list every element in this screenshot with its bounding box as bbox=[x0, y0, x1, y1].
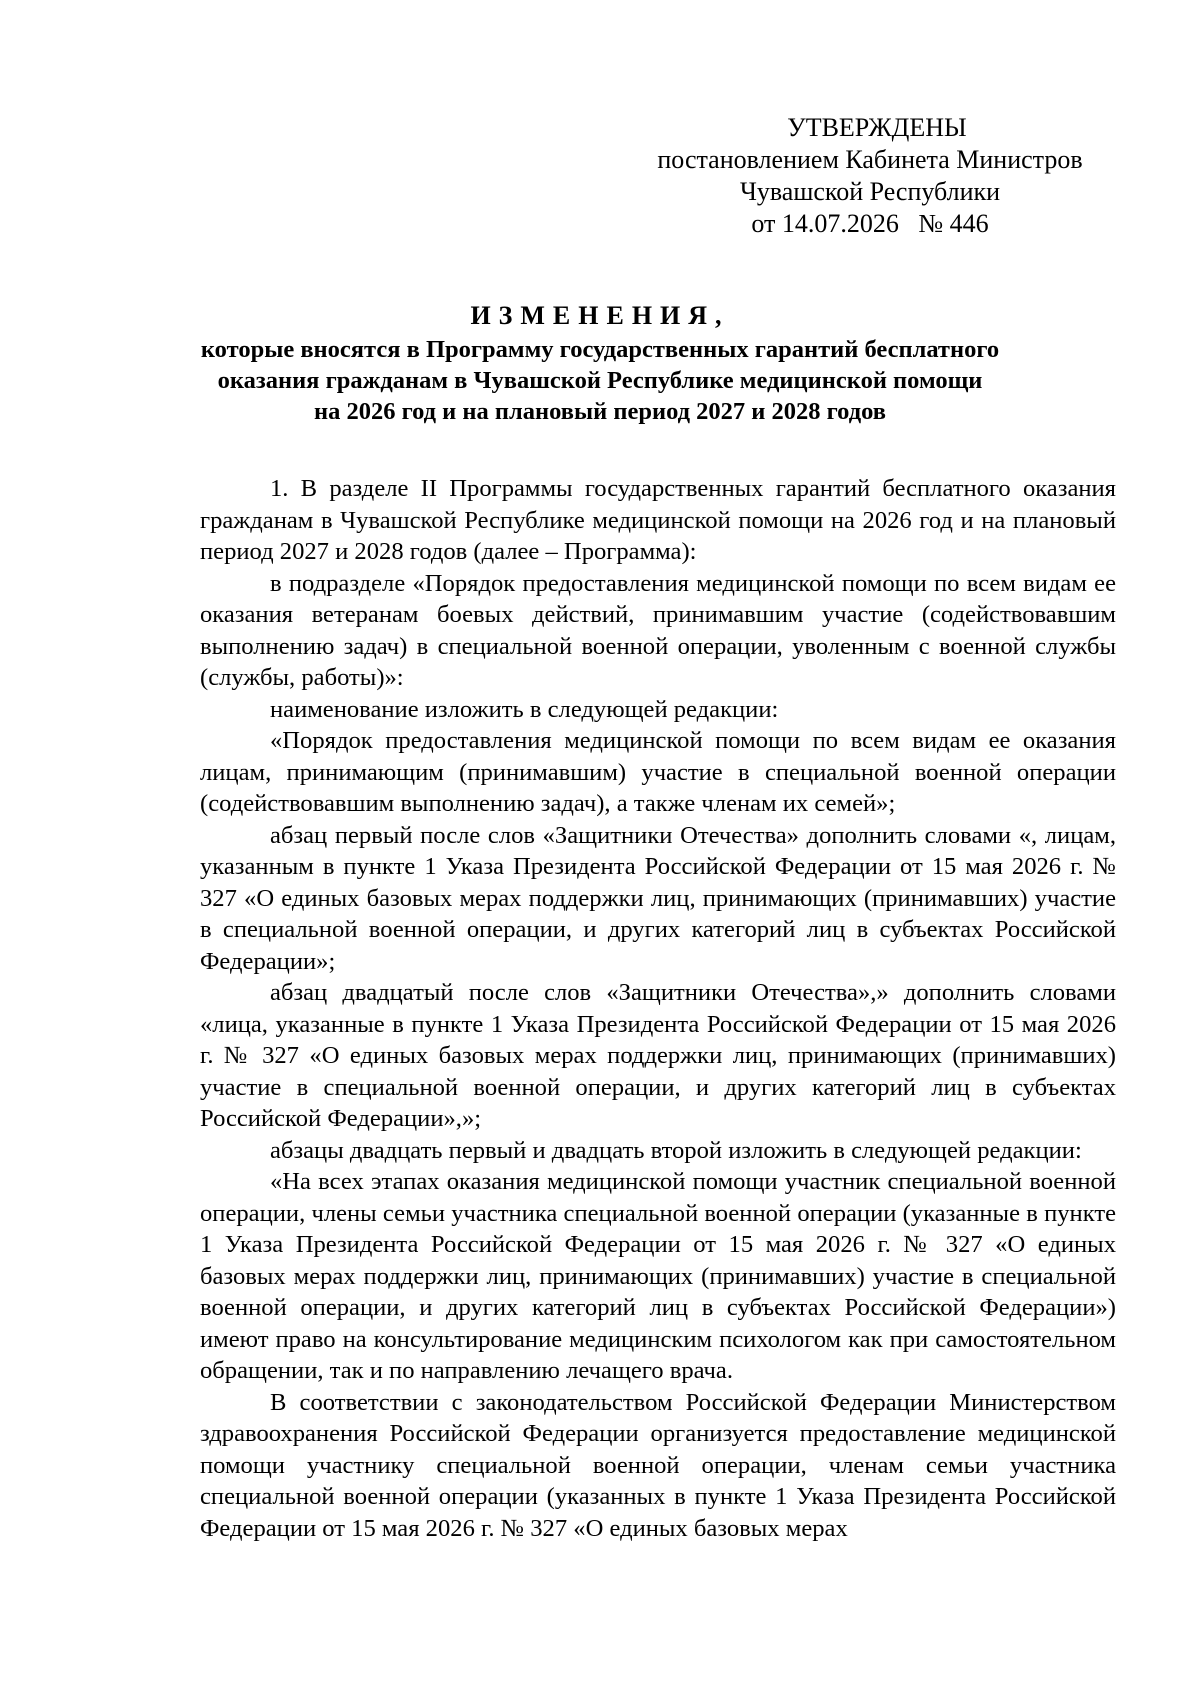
paragraph-9: В соответствии с законодательством Российской Федерации Министерством здравоохранения Российской Федерации организуется предоставление медицинской помощи участнику специальной военной операции, членам семьи участника специальной военной операции (указанных в пункте 1 Указа Президента Российской Федерации от 15 мая 2026 г. № 327 «О единых базовых мерах bbox=[200, 1388, 1116, 1542]
paragraph-7: абзацы двадцать первый и двадцать второй изложить в следующей редакции: bbox=[270, 1136, 1082, 1164]
document-body bbox=[200, 473, 1116, 1544]
paragraph-4: «Порядок предоставления медицинской помощи по всем видам ее оказания лицам, принимающим (принимавшим) участие в специальной военной операции (содействовавшим выполнению задач), а также членам их семей»; bbox=[200, 727, 1116, 817]
paragraph-5: абзац первый после слов «Защитники Отечества» дополнить словами «, лицам, указанным в пункте 1 Указа Президента Российской Федерации от 15 мая 2026 г. № 327 «О единых базовых мерах поддержки лиц, принимающих (принимавших) участие в специальной военной операции, и других категорий лиц в субъектах Российской Федерации»; bbox=[200, 821, 1116, 975]
document-subtitle-line-1: которые вносятся в Программу государственных гарантий бесплатного bbox=[200, 336, 1000, 363]
document-subtitle-line-3: на 2026 год и на плановый период 2027 и 2028 годов bbox=[313, 398, 886, 425]
approval-stamp bbox=[620, 112, 1120, 240]
approval-date-number: от 14.07.2026 № 446 bbox=[751, 209, 989, 238]
paragraph-2: в подразделе «Порядок предоставления медицинской помощи по всем видам ее оказания ветеранам боевых действий, принимавшим участие (содействовавшим выполнению задач) в специальной военной операции, уволенным с военной службы (службы, работы)»: bbox=[200, 569, 1116, 691]
document-subtitle-line-2: оказания гражданам в Чувашской Республике медицинской помощи bbox=[217, 367, 983, 394]
approval-heading: УТВЕРЖДЕНЫ bbox=[787, 113, 967, 142]
paragraph-3: наименование изложить в следующей редакции: bbox=[270, 695, 779, 723]
paragraph-8: «На всех этапах оказания медицинской помощи участник специальной военной операции, члены семьи участника специальной военной операции (указанные в пункте 1 Указа Президента Российской Федерации от 15 мая 2026 г. № 327 «О единых базовых мерах поддержки лиц, принимающих (принимавших) участие в специальной военной операции, и других категорий лиц в субъектах Российской Федерации») имеют право на консультирование медицинским психологом как при самостоятельном обращении, так и по направлению лечащего врача. bbox=[200, 1168, 1116, 1384]
approval-line-2: Чувашской Республики bbox=[739, 177, 1001, 206]
document-title: ИЗМЕНЕНИЯ, bbox=[470, 301, 730, 330]
document-title-block bbox=[120, 298, 1080, 427]
paragraph-1: 1. В разделе II Программы государственных гарантий бесплатного оказания гражданам в Чувашской Республике медицинской помощи на 2026 год и на плановый период 2027 и 2028 годов (далее – Программа): bbox=[200, 475, 1116, 565]
approval-line-1: постановлением Кабинета Министров bbox=[657, 145, 1083, 174]
paragraph-6: абзац двадцатый после слов «Защитники Отечества»,» дополнить словами «лица, указанные в пункте 1 Указа Президента Российской Федерации от 15 мая 2026 г. № 327 «О единых базовых мерах поддержки лиц, принимающих (принимавших) участие в специальной военной операции, и других категорий лиц в субъектах Российской Федерации»,»; bbox=[200, 979, 1116, 1132]
